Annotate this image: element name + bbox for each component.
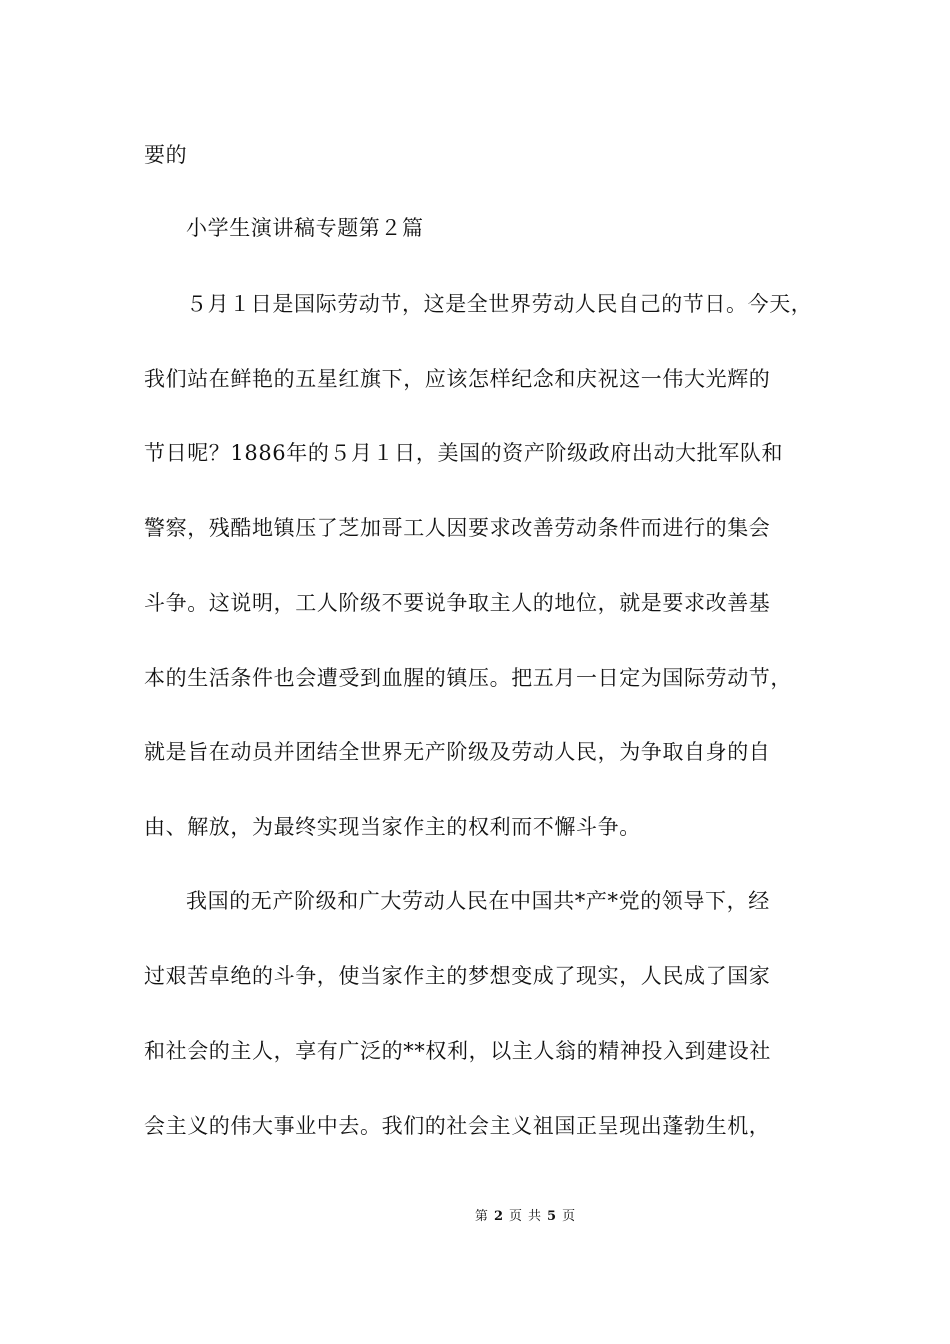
paragraph-line: 和社会的主人，享有广泛的**权利，以主人翁的精神投入到建设社 [144,1039,771,1063]
footer-mid1: 页 [508,1209,522,1224]
paragraph-line: 斗争。这说明，工人阶级不要说争取主人的地位，就是要求改善基 [144,591,771,615]
paragraph-line: 要的 [144,143,188,167]
paragraph-line: 本的生活条件也会遭受到血腥的镇压。把五月一日定为国际劳动节， [144,666,792,690]
paragraph-line: 过艰苦卓绝的斗争，使当家作主的梦想变成了现实，人民成了国家 [144,964,771,988]
paragraph-line: 我们站在鲜艳的五星红旗下，应该怎样纪念和庆祝这一伟大光辉的 [144,367,771,391]
footer-prefix: 第 [474,1209,488,1224]
current-page-number: 2 [493,1209,503,1224]
paragraph-line: 节日呢？1886年的５月１日，美国的资产阶级政府出动大批军队和 [144,441,784,465]
page-footer [0,1207,950,1227]
paragraph-line: ５月１日是国际劳动节，这是全世界劳动人民自己的节日。今天， [186,292,813,316]
section-heading: 小学生演讲稿专题第２篇 [186,216,424,240]
paragraph-line: 就是旨在动员并团结全世界无产阶级及劳动人民，为争取自身的自 [144,740,771,764]
paragraph-line: 由、解放，为最终实现当家作主的权利而不懈斗争。 [144,815,641,839]
footer-mid2: 共 [528,1209,542,1224]
paragraph-line: 我国的无产阶级和广大劳动人民在中国共*产*党的领导下，经 [186,889,770,913]
footer-suffix: 页 [562,1209,576,1224]
paragraph-line: 警察，残酷地镇压了芝加哥工人因要求改善劳动条件而进行的集会 [144,516,771,540]
total-pages-number: 5 [547,1209,557,1224]
paragraph-line: 会主义的伟大事业中去。我们的社会主义祖国正呈现出蓬勃生机， [144,1114,771,1138]
